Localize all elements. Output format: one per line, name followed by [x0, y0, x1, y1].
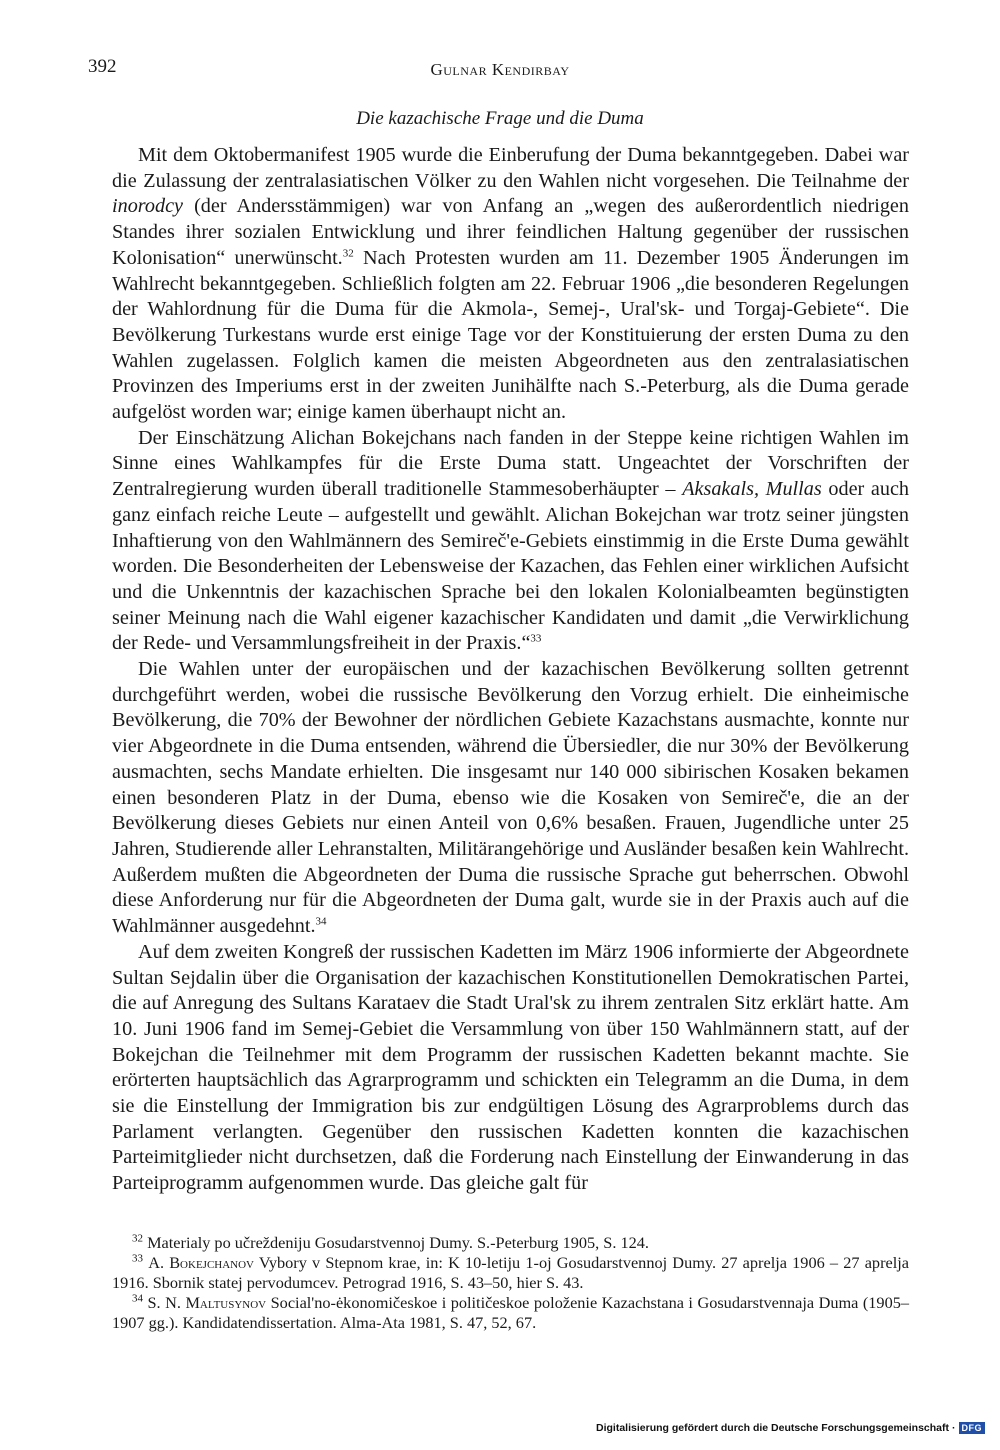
- dfg-logo: ·: [952, 1422, 956, 1434]
- page-number: 392: [88, 56, 117, 77]
- paragraph: Die Wahlen unter der europäischen und der kazachischen Bevölkerung sollten getrennt durchgeführt werden, wobei die russische Bevölkerung den Vorzug erhielt. Die einheimische Bevölkerung, die 70% der Bewohner der nördlichen Gebiete Kazachstans ausmachte, konnte nur vier Abgeordnete in die Duma entsenden, während die Übersiedler, die nur 30% der Bevölkerung ausmachten, sechs Mandate erhielten. Die insgesamt nur 140 000 sibirischen Kosaken bekamen einen besonderen Platz in der Duma, ebenso wie die Kosaken von Semireč'e, die an der Bevölkerung dieses Gebiets nur einen Anteil von 0,6% besaßen. Frauen, Jugendliche unter 25 Jahren, Studierende aller Lehranstalten, Militärangehörige und Ausländer besaßen kein Wahlrecht. Außerdem mußten die Abgeordneten der Duma die russische Sprache gut beherrschen. Obwohl diese Anforderung nur für die Abgeordneten der Duma galt, wurde sie in der Praxis auch auf die Wahlmänner ausgedehnt.$^{34}$: [112, 658, 909, 938]
- body-text: [112, 143, 909, 1197]
- paragraph: Mit dem Oktobermanifest 1905 wurde die Einberufung der Duma bekanntgegeben. Dabei war die Zulassung der zentralasiatischen Völker zu den Wahlen nicht vorgesehen. Die Teilnahme der inorodcy (der Andersstämmigen) war von Anfang an „wegen des außerordentlich niedrigen Standes ihrer sozialen Entwicklung und ihrer feindlichen Haltung gegenüber der russischen Kolonisation“ unerwünscht.$^{32}$ Nach Protesten wurden am 11. Dezember 1905 Änderungen im Wahlrecht bekanntgegeben. Schließlich folgten am 22. Februar 1906 „die besonderen Regelungen der Wahlordnung für die Duma für die Akmola-, Semej-, Ural'sk- und Torgaj-Gebiete“. Die Bevölkerung Turkestans wurde erst einige Tage vor der Konstituierung der ersten Duma zu den Wahlen zugelassen. Folglich kamen die meisten Abgeordneten aus den zentralasiatischen Provinzen des Imperiums erst in der zweiten Junihälfte nach S.-Peterburg, als die Duma gerade aufgelöst worden war; einige kamen überhaupt nicht an.: [112, 144, 909, 424]
- footnote-ref: 34: [315, 915, 327, 928]
- dfg-logo-icon: DFG: [959, 1422, 986, 1434]
- footnote-ref: 32: [342, 247, 354, 260]
- credit-text: Digitalisierung gefördert durch die Deutsche Forschungsgemeinschaft: [596, 1422, 949, 1434]
- footnotes: [112, 1233, 909, 1333]
- footnote: $^{34}$ S. N. Maltusynov Social'no-ėkonomičeskoe i političeskoe položenie Kazachstana i Gosudarstvennaja Duma (1905–1907 gg.). Kandidatendissertation. Alma-Ata 1981, S. 47, 52, 67.: [112, 1292, 909, 1332]
- footnote: $^{33}$ A. Bokejchanov Vybory v Stepnom krae, in: K 10-letiju 1-oj Gosudarstvennoj Dumy. 27 aprelja 1906 – 27 aprelja 1916. Sbornik statej pervodumcev. Petrograd 1916, S. 43–50, hier S. 43.: [112, 1252, 909, 1292]
- footnote-ref: 33: [530, 632, 542, 645]
- section-title: Die kazachische Frage und die Duma: [356, 108, 644, 129]
- paragraph: Auf dem zweiten Kongreß der russischen Kadetten im März 1906 informierte der Abgeordnete Sultan Sejdalin über die Organisation der kazachischen Konstitutionellen Demokratischen Partei, die auf Anregung des Sultans Karataev die Stadt Ural'sk zu ihrem zentralen Sitz erklärt hatte. Am 10. Juni 1906 fand im Semej-Gebiet die Versammlung von über 150 Wahlmännern statt, auf der Bokejchan die Teilnehmer mit dem Programm der russischen Kadetten bekannt machte. Sie erörterten hauptsächlich das Agrarprogramm und schickten ein Telegramm an die Duma, in dem sie die Einstellung der Immigration bis zur endgültigen Lösung des Agrarproblems durch das Parlament verlangten. Gegenüber den russischen Kadetten konnten die kazachischen Parteimitglieder nicht durchsetzen, daß die Forderung nach Einstellung der Einwanderung in das Parteiprogramm aufgenommen wurde. Das gleiche galt für: [112, 940, 909, 1195]
- paragraph: Der Einschätzung Alichan Bokejchans nach fanden in der Steppe keine richtigen Wahlen im Sinne eines Wahlkampfes für die Erste Duma statt. Ungeachtet der Vorschriften der Zentralregierung wurden überall traditionelle Stammesoberhäupter – Aksakals, Mullas oder auch ganz einfach reiche Leute – aufgestellt und gewählt. Alichan Bokejchan war trotz seiner jüngsten Inhaftierung von den Wahlmännern des Semireč'e-Gebiets einstimmig in die Erste Duma gewählt worden. Die Besonderheiten der Lebensweise der Kazachen, das Fehlen einer wirklichen Aufsicht und die Unkenntnis der kazachischen Sprache bei den lokalen Kolonialbeamten begünstigten seiner Meinung nach die Wahl eigener kazachischer Kandidaten und damit „die Verwirklichung der Rede- und Versammlungsfreiheit in der Praxis.“$^{33}$: [112, 426, 910, 655]
- footnote: $^{32}$ Materialy po učreždeniju Gosudarstvennoj Dumy. S.-Peterburg 1905, S. 124.: [132, 1232, 649, 1252]
- digitization-credit: [596, 1422, 985, 1434]
- running-head: Gulnar Kendirbay: [430, 60, 570, 79]
